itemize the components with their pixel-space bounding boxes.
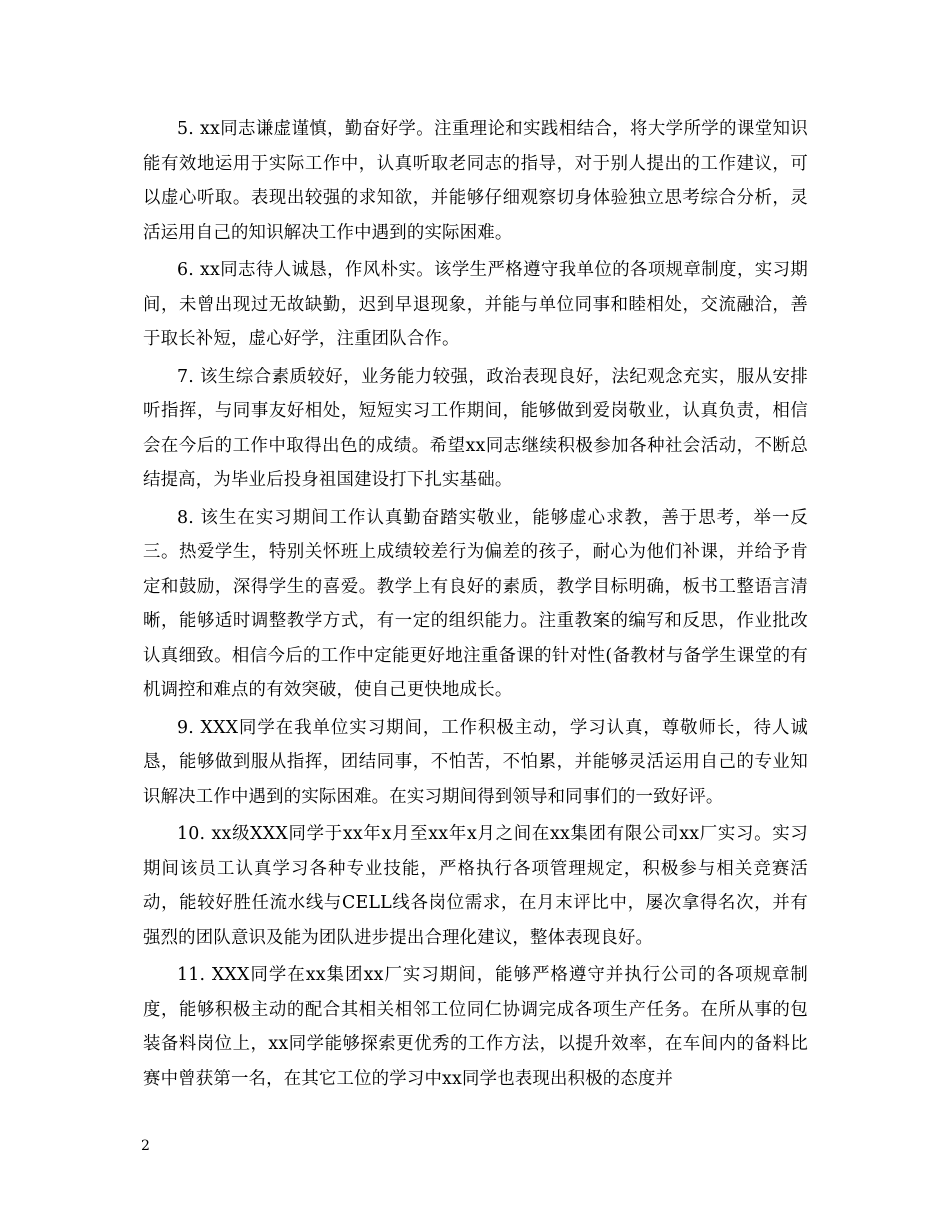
paragraph-11: 11. XXX同学在xx集团xx厂实习期间，能够严格遵守并执行公司的各项规章制度，能够积极主动的配合其相关相邻工位同仁协调完成各项生产任务。在所从事的包装备料岗位上，xx同学能够探索更优秀的工作方法，以提升效率，在车间内的备料比赛中曾获第一名，在其它工位的学习中xx同学也表现出积极的态度并 xyxy=(143,965,808,1089)
paragraph-7: 7. 该生综合素质较好，业务能力较强，政治表现良好，法纪观念充实，服从安排听指挥，与同事友好相处，短短实习工作期间，能够做到爱岗敬业，认真负责，相信会在今后的工作中取得出色的成绩。希望xx同志继续积极参加各种社会活动，不断总结提高，为毕业后投身祖国建设打下扎实基础。 xyxy=(143,366,808,490)
paragraph-6: 6. xx同志待人诚恳，作风朴实。该学生严格遵守我单位的各项规章制度，实习期间，未曾出现过无故缺勤，迟到早退现象，并能与单位同事和睦相处，交流融洽，善于取长补短，虚心好学，注重团队合作。 xyxy=(143,260,808,349)
paragraph-10: 10. xx级XXX同学于xx年x月至xx年x月之间在xx集团有限公司xx厂实习。实习期间该员工认真学习各种专业技能，严格执行各项管理规定，积极参与相关竞赛活动，能较好胜任流水线与CELL线各岗位需求，在月末评比中，屡次拿得名次，并有强烈的团队意识及能为团队进步提出合理化建议，整体表现良好。 xyxy=(143,824,808,948)
body-text xyxy=(143,112,808,1099)
paragraph-5: 5. xx同志谦虚谨慎，勤奋好学。注重理论和实践相结合，将大学所学的课堂知识能有效地运用于实际工作中，认真听取老同志的指导，对于别人提出的工作建议，可以虚心听取。表现出较强的求知欲，并能够仔细观察切身体验独立思考综合分析，灵活运用自己的知识解决工作中遇到的实际困难。 xyxy=(143,119,808,243)
paragraph-9: 9. XXX同学在我单位实习期间，工作积极主动，学习认真，尊敬师长，待人诚恳，能够做到服从指挥，团结同事，不怕苦，不怕累，并能够灵活运用自己的专业知识解决工作中遇到的实际困难。在实习期间得到领导和同事们的一致好评。 xyxy=(143,717,808,807)
page-number: 2 xyxy=(141,1138,150,1154)
paragraph-8: 8. 该生在实习期间工作认真勤奋踏实敬业，能够虚心求教，善于思考，举一反三。热爱学生，特别关怀班上成绩较差行为偏差的孩子，耐心为他们补课，并给予肯定和鼓励，深得学生的喜爱。教学上有良好的素质，教学目标明确，板书工整语言清晰，能够适时调整教学方式，有一定的组织能力。注重教案的编写和反思，作业批改认真细致。相信今后的工作中定能更好地注重备课的针对性(备教材与备学生课堂的有机调控和难点的有效突破，使自己更快地成长。 xyxy=(143,507,808,700)
